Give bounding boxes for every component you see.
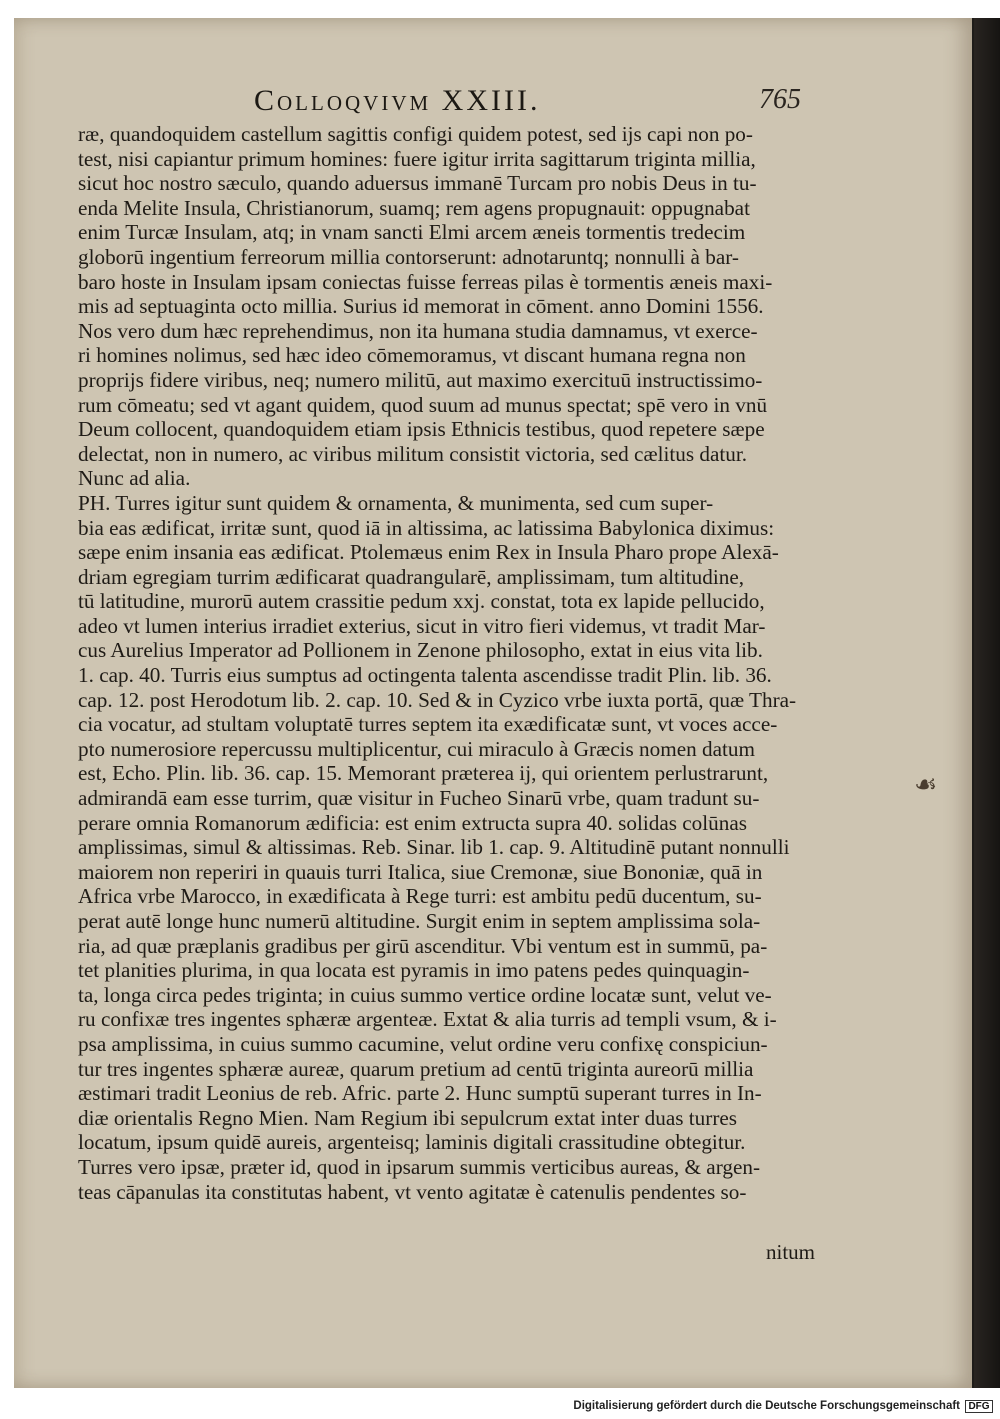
text-line: tū latitudine, murorū autem crassitie pedum xxj. constat, tota ex lapide pellucido, [78,589,765,614]
text-line: est, Echo. Plin. lib. 36. cap. 15. Memorant præterea ij, qui orientem perlustrarunt, [78,761,769,786]
text-line: 1. cap. 40. Turris eius sumptus ad octingenta talenta ascendisse tradit Plin. lib. 36. [78,663,772,688]
text-line: baro hoste in Insulam ipsam coniectas fuisse ferreas pilas è tormentis æneis maxi- [78,269,773,294]
margin-mark: ☙ [914,770,938,799]
text-line: enim Turcæ Insulam, atq; in vnam sancti Elmi arcem æneis tormentis tredecim [78,220,746,245]
text-line: Nos vero dum hæc reprehendimus, non ita humana studia damnamus, vt exerce- [78,318,758,343]
text-line: amplissimas, simul & altissimas. Reb. Sinar. lib 1. cap. 9. Altitudinē putant nonnulli [78,835,790,860]
text-line: pto numerosiore repercussu multiplicentur, cui miraculo à Græcis nomen datum [78,736,755,761]
text-line: tur tres ingentes sphæræ aureæ, quarum pretium ad centū triginta aureorū millia [78,1056,754,1081]
text-line: Africa vrbe Marocco, in exædificata à Rege turri: est ambitu pedū ducentum, su- [78,884,762,909]
text-line: psa amplissima, in cuius summo cacumine, velut ordine veru confixę conspiciun- [78,1031,768,1056]
text-line: Nunc ad alia. [78,466,191,491]
text-line: diæ orientalis Regno Mien. Nam Regium ibi sepulcrum extat inter duas turres [78,1105,738,1130]
text-line: cap. 12. post Herodotum lib. 2. cap. 10. Sed & in Cyzico vrbe iuxta portā, quæ Thra- [78,687,797,712]
page-header [14,84,972,124]
text-line: mis ad septuaginta octo millia. Surius id memorat in cōment. anno Domini 1556. [78,294,764,319]
running-head: Colloqvivm XXIII. [254,84,541,117]
text-line: rum cōmeatu; sed vt agant quidem, quod suum ad munus spectat; spē vero in vnū [78,392,768,417]
text-line: PH. Turres igitur sunt quidem & ornamenta, & munimenta, sed cum super- [78,490,714,515]
text-line: cia vocatur, ad stultam voluptatē turres septem ita exædificatæ sunt, vt voces acce- [78,712,778,737]
funding-credit: Digitalisierung gefördert durch die Deutsche Forschungsgemeinschaft [573,1400,960,1412]
text-line: ru confixæ tres ingentes sphæræ argenteæ. Extat & alia turris ad templi vsum, & i- [78,1007,777,1032]
book-edge [972,18,1000,1388]
text-line: ta, longa circa pedes triginta; in cuius summo vertice ordine locatæ sunt, velut ve- [78,982,772,1007]
text-line: ri homines nolimus, sed hæc ideo cōmemoramus, vt discant humana regna non [78,343,746,368]
text-line: tet planities plurima, in qua locata est pyramis in imo patens pedes quinquagin- [78,958,750,983]
text-line: æstimari tradit Leonius de reb. Afric. parte 2. Hunc sumptū superant turres in In- [78,1081,762,1106]
text-line: bia eas ædificat, irritæ sunt, quod iā in altissima, ac latissima Babylonica diximus: [78,515,775,540]
body-text [78,122,838,1204]
text-line: maiorem non reperiri in quauis turri Italica, siue Cremonæ, siue Bononiæ, quā in [78,859,763,884]
catchword: nitum [766,1240,816,1264]
text-line: delectat, non in numero, ac viribus militum consistit victoria, sed cælitus datur. [78,441,748,466]
text-line: Deum collocent, quandoquidem etiam ipsis Ethnicis testibus, quod repetere sæpe [78,417,765,442]
footer-bar [0,1396,1000,1419]
text-line: globorū ingentium ferreorum millia contorserunt: adnotaruntq; nonnulli à bar- [78,244,739,269]
text-line: cus Aurelius Imperator ad Pollionem in Zenone philosopho, extat in eius vita lib. [78,638,763,663]
page-number: 765 [759,84,801,115]
dfg-logo: DFG [964,1399,994,1414]
text-line: driam egregiam turrim ædificarat quadrangularē, amplissimam, tum altitudine, [78,564,745,589]
text-line: ræ, quandoquidem castellum sagittis configi quidem potest, sed ijs capi non po- [78,122,753,146]
text-line: sæpe enim insania eas ædificat. Ptolemæus enim Rex in Insula Pharo prope Alexā- [78,540,779,565]
text-line: perare omnia Romanorum ædificia: est enim extructa supra 40. solidas colūnas [78,810,747,835]
text-line: enda Melite Insula, Christianorum, suamq; rem agens propugnauit: oppugnabat [78,195,750,220]
text-line: test, nisi capiantur primum homines: fuere igitur irrita sagittarum triginta millia, [78,146,756,171]
text-line: teas cāpanulas ita constitutas habent, vt vento agitatæ è catenulis pendentes so- [78,1179,747,1204]
text-line: perat autē longe hunc numerū altitudine. Surgit enim in septem amplissima sola- [78,909,761,933]
text-line: Turres vero ipsæ, præter id, quod in ipsarum summis verticibus aureas, & argen- [78,1154,761,1179]
book-page [14,18,974,1388]
text-line: proprijs fidere viribus, neq; numero militū, aut maximo exercituū instructissimo- [78,367,763,392]
text-line: adeo vt lumen interius irradiet exterius, sicut in vitro fieri videmus, vt tradit Mar- [78,613,766,638]
text-line: ria, ad quæ præplanis gradibus per girū ascenditur. Vbi ventum est in summū, pa- [78,933,768,958]
text-line: sicut hoc nostro sæculo, quando aduersus immanē Turcam pro nobis Deus in tu- [78,171,757,196]
text-line: admirandā eam esse turrim, quæ visitur in Fucheo Sinarū vrbe, quam tradunt su- [78,786,760,811]
text-line: locatum, ipsum quidē aureis, argenteisq; laminis digitali crassitudine obtegitur. [78,1130,746,1155]
